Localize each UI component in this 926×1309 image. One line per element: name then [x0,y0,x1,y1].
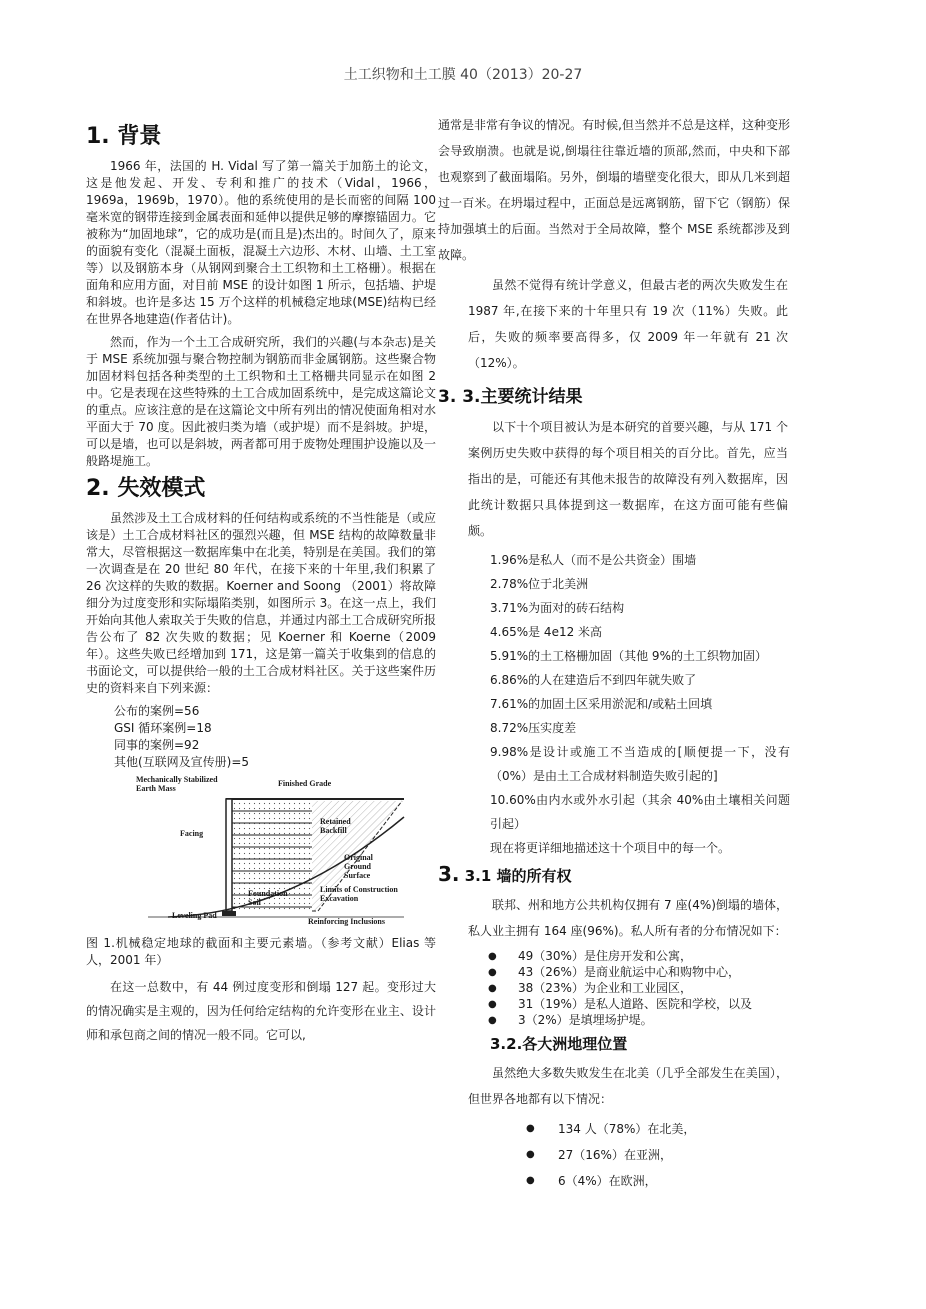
left-column [86,118,436,1053]
stat-item: 5.91%的土工格栅加固（其他 9%的土工织物加固） [490,649,767,663]
stat-item: 7.61%的加固土区采用淤泥和/或粘土回填 [490,697,713,711]
continent-text: 6（4%）在欧洲， [558,1174,657,1188]
label-reinforcing-inclusions: Reinforcing Inclusions [308,917,385,926]
label-facing: Facing [180,829,204,838]
owner-item [438,964,790,980]
section-1-paragraph-2: 然而，作为一个土工合成研究所，我们的兴趣(与本杂志)是关于 MSE 系统加强与聚合物控制为钢筋而非金属钢筋。这些聚合物加固材料包括各种类型的土工织物和土工格栅共同显示在如图 2 中。它是表现在这些特殊的土工合成加固系统中，是完成这篇论文的重点。应该注意的是在这篇论文中所有列出的情况使面角相对水平面大于 70 度。因此被归类为墙（或护堤）而不是斜坡。护堤，可以是墙，也可以是斜坡，两者都可用于废物处理围护设施以及一般路堤施工。 [86,335,436,468]
bullet-icon: ● [488,967,497,978]
owner-text: 43（26%）是商业航运中心和购物中心， [518,965,740,979]
owner-item [438,948,790,964]
section-2-paragraph-1: 虽然涉及土工合成材料的任何结构或系统的不当性能是（或应该是）土工合成材料社区的强烈兴趣，但 MSE 结构的故障数量非常大，尽管根据这一数据库集中在北美，特别是在美国。我们的第一次调查是在 20 世纪 80 年代，在接下来的十年里,我们积累了 26 次这样的失败的数据。Koerner and Soong （2001）将故障细分为过度变形和实际塌陷类别，如图所示 3。在这一点上，我们开始向其他人索取关于失败的信息，并通过内部土工合成研究所报告公布了 82 次失败的数据；见 Koerner 和 Koerne（2009 年）。这些失败已经增加到 171，这是第一篇关于收集到的信息的书面论文，可以提供给一般的土工合成材料社区。关于这些案件历史的资料来自下列来源： [86,511,436,695]
owner-text: 3（2%）是填埋场护堤。 [518,1013,653,1027]
owners-list [438,948,790,1028]
continent-item [438,1116,790,1142]
stat-item: 4.65%是 4e12 米高 [490,625,603,639]
leveling-pad [222,911,236,916]
continent-text: 134 人（78%）在北美， [558,1122,696,1136]
source-item: 其他(互联网及宣传册)=5 [114,755,250,769]
section-1-paragraph-1: 1966 年，法国的 H. Vidal 写了第一篇关于加筋土的论文，这是他发起、开发、专利和推广的技术（Vidal，1966，1969a，1969b，1970）。他的系统使用的是长而密的间隔 100 毫米宽的钢带连接到金属表面和延伸以提供足够的摩擦锚固力。它被称为“加固地球”，它的成功是(而且是)杰出的。时间久了，原来的面貌有变化（混凝土面板，混凝土六边形、木材、山墙、土工室等）以及钢筋本身（从钢网到聚合土工织物和土工格栅）。根据在面角和应用方面，对目前 MSE 的设计如图 1 所示，包括墙、护堤和斜坡。也许是多达 15 万个这样的机械稳定地球(MSE)结构已经在世界各地建造(作者估计)。 [86,159,436,326]
section-3-title: 3. 3.主要统计结果 [438,387,583,407]
facing-panel [226,799,232,911]
owner-item [438,1012,790,1028]
stat-item: 6.86%的人在建造后不到四年就失败了 [490,673,697,687]
running-header: 土工织物和土工膜 40（2013）20-27 [343,67,583,83]
stat-item: 9.98%是设计或施工不当造成的[顺便提一下，没有（0%）是由土工合成材料制造失败引起的] [490,745,790,783]
bullet-icon: ● [526,1149,535,1160]
bullet-icon: ● [526,1123,535,1134]
paragraph-continued: 通常是非常有争议的情况。有时候,但当然并不总是这样，这种变形会导致崩溃。也就是说,倒塌往往靠近墙的顶部,然而，中央和下部也观察到了截面塌陷。另外，倒塌的墙壁变化很大，即从几米到超过一百米。在坍塌过程中，正面总是远离钢筋，留下它（钢筋）保持加强填土的后面。当然对于全局故障，整个 MSE 系统都涉及到故障。 [438,118,790,262]
subsection-3-2-paragraph: 虽然绝大多数失败发生在北美（几乎全部发生在美国），但世界各地都有以下情况： [468,1066,788,1106]
figure-1-caption: 图 1.机械稳定地球的截面和主要元素墙。（参考文献）Elias 等人，2001 年） [86,936,436,967]
subsection-3-2-title: 3.2.各大洲地理位置 [490,1035,628,1053]
right-column [438,112,790,1200]
stat-item: 8.72%压实度差 [490,721,577,735]
stat-item: 10.60%由内水或外水引起（其余 40%由土壤相关问题引起） [490,793,790,831]
bullet-icon: ● [488,1015,497,1026]
bullet-icon: ● [488,983,497,994]
owner-text: 31（19%）是私人道路、医院和学校，以及 [518,997,752,1011]
label-construction-limits: Limits of Construction Excavation [320,885,398,903]
subsection-3-1-title [438,864,790,886]
owner-text: 38（23%）为企业和工业园区， [518,981,692,995]
stat-item: 2.78%位于北美洲 [490,577,589,591]
continents-list [438,1116,790,1194]
source-item: 同事的案例=92 [114,738,200,752]
section-1-title: 1. 背景 [86,124,162,149]
paragraph-deformation-count: 在这一总数中，有 44 例过度变形和倒塌 127 起。变形过大的情况确实是主观的，因为任何给定结构的允许变形在业主、设计师和承包商之间的情况一般不同。它可以, [86,980,436,1042]
statistics-list [438,548,790,860]
figure-1-mse-diagram [108,777,408,927]
section-3-intro: 以下十个项目被认为是本研究的首要兴趣，与从 171 个案例历史失败中获得的每个项目相关的百分比。首先，应当指出的是，可能还有其他未报告的故障没有列入数据库，因此统计数据只具体提到这一数据库，在这方面可能有些偏颇。 [468,420,788,538]
bullet-icon: ● [488,999,497,1010]
stats-after-text: 现在将更详细地描述这十个项目中的每一个。 [490,841,731,855]
section-2-title: 2. 失效模式 [86,476,206,501]
owner-item [438,996,790,1012]
source-item: 公布的案例=56 [114,704,200,718]
owner-item [438,980,790,996]
stat-item: 3.71%为面对的砖石结构 [490,601,625,615]
label-finished-grade: Finished Grade [278,779,332,788]
label-foundation-soil: Foundation Soil [248,889,288,907]
continent-item [438,1142,790,1168]
sources-list [86,703,436,771]
owner-text: 49（30%）是住房开发和公寓， [518,949,692,963]
stat-item: 1.96%是私人（而不是公共资金）围墙 [490,553,697,567]
label-leveling-pad: Leveling Pad [172,911,217,920]
bullet-icon: ● [526,1175,535,1186]
source-item: GSI 循环案例=18 [114,721,212,735]
subsection-3-1-number: 3. [438,862,460,886]
continent-text: 27（16%）在亚洲， [558,1148,672,1162]
paragraph-failure-frequency: 虽然不觉得有统计学意义，但最古老的两次失败发生在 1987 年,在接下来的十年里只有 19 次（11%）失败。此后，失败的频率要高得多，仅 2009 年一年就有 21 次（12%）。 [468,278,788,370]
continent-item [438,1168,790,1194]
label-mse-mass: Mechanically Stabilized Earth Mass [136,775,218,793]
label-original-ground: Original Ground Surface [344,853,373,880]
label-retained-backfill: Retained Backfill [320,817,351,835]
subsection-3-1-label: 3.1 墙的所有权 [464,867,572,885]
bullet-icon: ● [488,951,497,962]
subsection-3-1-paragraph: 联邦、州和地方公共机构仅拥有 7 座(4%)倒塌的墙体，私人业主拥有 164 座(96%)。私人所有者的分布情况如下： [468,898,788,938]
